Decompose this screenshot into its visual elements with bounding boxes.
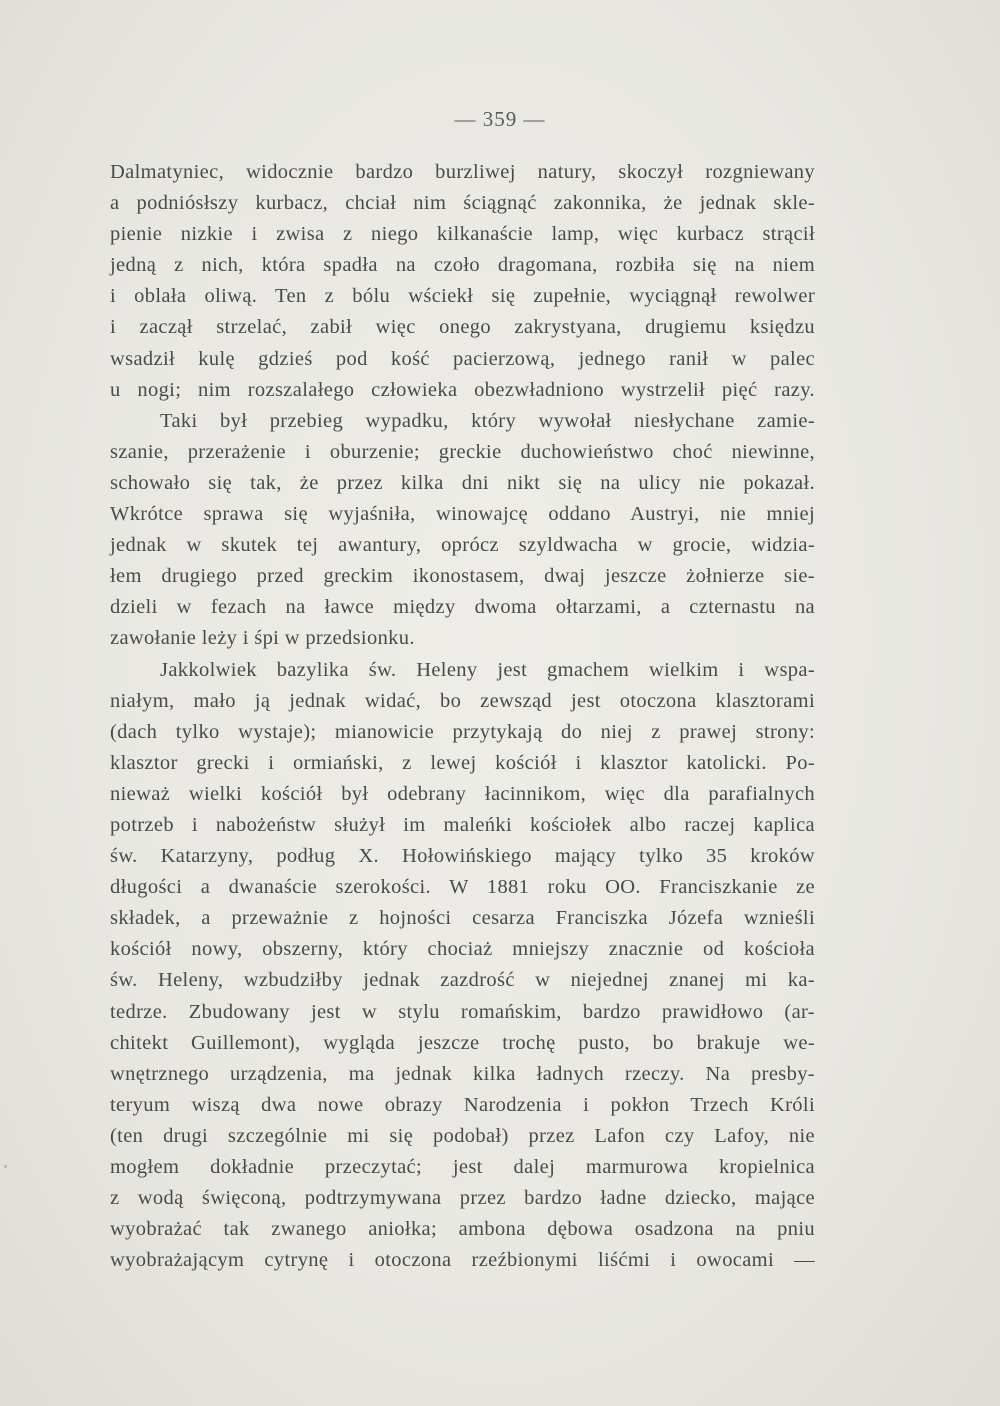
text-line: Dalmatyniec, widocznie bardzo burzliwej natury, skoczył rozgniewany [110, 161, 815, 183]
text-line: pienie nizkie i zwisa z niego kilkanaście lamp, więc kurbacz strącił [110, 223, 815, 246]
text-line: teryum wiszą dwa nowe obrazy Narodzenia i pokłon Trzech Króli [110, 1093, 815, 1116]
text-line: (ten drugi szczególnie mi się podobał) przez Lafon czy Lafoy, nie [110, 1124, 815, 1147]
text-line: wsadził kulę gdzieś pod kość pacierzową, jednego ranił w palec [110, 347, 815, 370]
body-text [110, 157, 815, 1276]
text-line: wyobrażającym cytrynę i otoczona rzeźbionymi liśćmi i owocami — [110, 1249, 815, 1272]
paper-speck [4, 1165, 7, 1168]
text-line: wnętrznego urządzenia, ma jednak kilka ładnych rzeczy. Na presby- [110, 1062, 815, 1085]
text-line: zawołanie leży i śpi w przedsionku. [110, 627, 415, 650]
text-line: chitekt Guillemont), wygląda jeszcze trochę pusto, bo brakuje we- [110, 1031, 815, 1054]
text-line: dzieli w fezach na ławce między dwoma ołtarzami, a czternastu na [110, 596, 815, 619]
text-line: szanie, przerażenie i oburzenie; greckie duchowieństwo choć niewinne, [110, 440, 815, 463]
text-line: długości a dwanaście szerokości. W 1881 roku OO. Franciszkanie ze [110, 876, 815, 899]
text-line: św. Heleny, wzbudziłby jednak zazdrość w niejednej znanej mi ka- [110, 969, 815, 992]
text-line: łem drugiego przed greckim ikonostasem, dwaj jeszcze żołnierze sie- [110, 565, 815, 588]
text-line: nieważ wielki kościół był odebrany łacinnikom, więc dla parafialnych [110, 782, 815, 805]
text-line: Jakkolwiek bazylika św. Heleny jest gmachem wielkim i wspa- [160, 658, 815, 681]
text-line: tedrze. Zbudowany jest w stylu romańskim, bardzo prawidłowo (ar- [110, 1000, 815, 1023]
text-line: u nogi; nim rozszalałego człowieka obezwładniono wystrzelił pięć razy. [110, 378, 815, 401]
text-line: kościół nowy, obszerny, który chociaż mniejszy znacznie od kościoła [110, 938, 815, 961]
text-line: Taki był przebieg wypadku, który wywołał niesłychane zamie- [160, 409, 815, 432]
text-line: mogłem dokładnie przeczytać; jest dalej marmurowa kropielnica [110, 1156, 815, 1178]
text-line: potrzeb i nabożeństw służył im maleńki kościołek albo raczej kaplica [110, 813, 815, 836]
page-number: — 359 — [454, 107, 546, 131]
text-line: niałym, mało ją jednak widać, bo zewsząd jest otoczona klasztorami [110, 689, 815, 712]
text-line: św. Katarzyny, podług X. Hołowińskiego mający tylko 35 kroków [110, 845, 815, 868]
text-line: jedną z nich, która spadła na czoło dragomana, rozbiła się na niem [110, 254, 815, 277]
text-line: i oblała oliwą. Ten z bólu wściekł się zupełnie, wyciągnął rewolwer [110, 285, 815, 308]
text-line: Wkrótce sprawa się wyjaśniła, winowajcę oddano Austryi, nie mniej [110, 503, 815, 526]
text-line: składek, a przeważnie z hojności cesarza Franciszka Józefa wznieśli [110, 907, 815, 930]
text-line: a podniósłszy kurbacz, chciał nim ściągnąć zakonnika, że jednak skle- [110, 192, 815, 215]
text-line: z wodą święconą, podtrzymywana przez bardzo ładne dziecko, mające [110, 1187, 815, 1210]
text-line: jednak w skutek tej awantury, oprócz szyldwacha w grocie, widzia- [110, 534, 815, 557]
text-line: i zaczął strzelać, zabił więc onego zakrystyana, drugiemu księdzu [110, 316, 815, 339]
text-line: schowało się tak, że przez kilka dni nikt się na ulicy nie pokazał. [110, 471, 815, 494]
text-line: klasztor grecki i ormiański, z lewej kościół i klasztor katolicki. Po- [110, 751, 815, 774]
text-line: wyobrażać tak zwanego aniołka; ambona dębowa osadzona na pniu [110, 1218, 815, 1241]
text-line: (dach tylko wystaje); mianowicie przytykają do niej z prawej strony: [110, 720, 815, 743]
